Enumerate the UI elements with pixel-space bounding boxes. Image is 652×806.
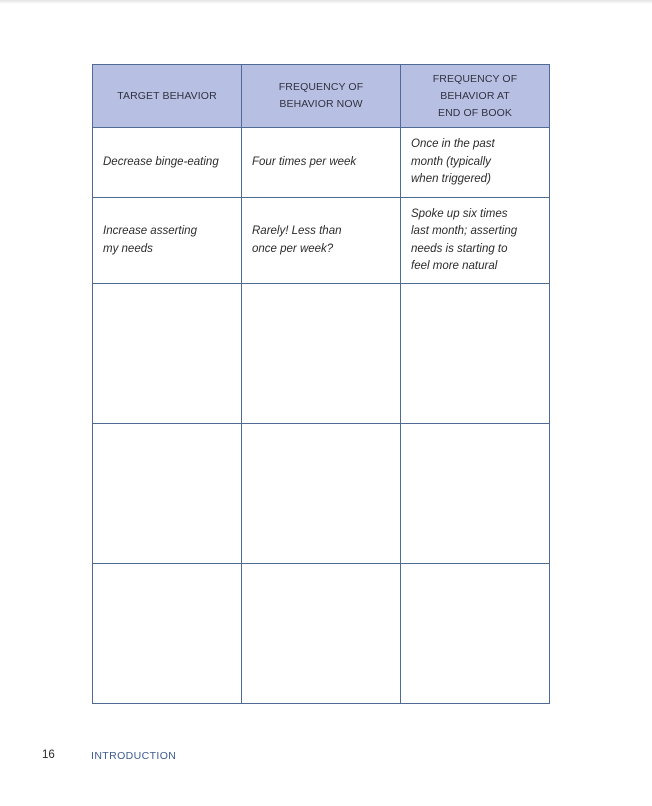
blank-row (93, 424, 550, 564)
table-row (93, 128, 550, 198)
cell-target-behavior: Decrease binge-eating (93, 128, 242, 198)
blank-row (93, 284, 550, 424)
header-target-behavior: TARGET BEHAVIOR (93, 65, 242, 128)
cell-frequency-now: Four times per week (242, 128, 401, 198)
header-row (93, 65, 550, 128)
cell-frequency-end-of-book: Once in the past month (typically when triggered) (401, 128, 550, 198)
blank-cell (401, 424, 550, 564)
cell-target-behavior: Increase asserting my needs (93, 198, 242, 284)
blank-cell (401, 564, 550, 704)
blank-cell (242, 424, 401, 564)
blank-cell (242, 284, 401, 424)
header-frequency-end-of-book: FREQUENCY OF BEHAVIOR AT END OF BOOK (401, 65, 550, 128)
cell-frequency-now: Rarely! Less than once per week? (242, 198, 401, 284)
table-row (93, 198, 550, 284)
blank-cell (93, 564, 242, 704)
blank-cell (93, 284, 242, 424)
blank-cell (401, 284, 550, 424)
page-number: 16 (42, 749, 55, 761)
blank-cell (242, 564, 401, 704)
behavior-tracking-table (92, 64, 550, 704)
page-top-edge (0, 0, 652, 4)
blank-cell (93, 424, 242, 564)
section-title: INTRODUCTION (91, 750, 177, 762)
blank-row (93, 564, 550, 704)
cell-frequency-end-of-book: Spoke up six times last month; asserting needs is starting to feel more natural (401, 198, 550, 284)
header-frequency-now: FREQUENCY OF BEHAVIOR NOW (242, 65, 401, 128)
